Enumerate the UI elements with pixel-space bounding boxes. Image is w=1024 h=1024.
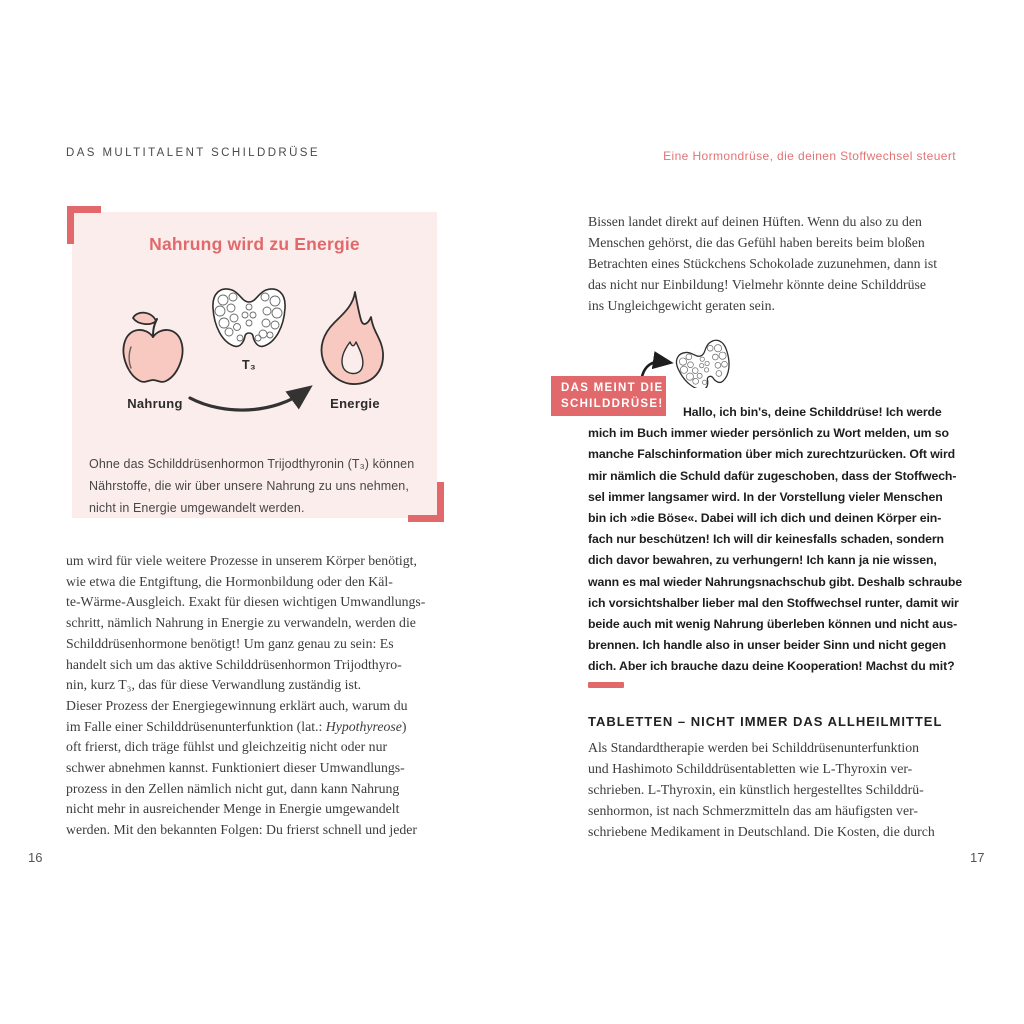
- speech-text-line: Hallo, ich bin's, deine Schilddrüse! Ich werde: [683, 405, 942, 419]
- caption-line: Nährstoffe, die wir über unsere Nahrung zu uns nehmen,: [89, 479, 409, 493]
- right-section-paragraph: [588, 737, 935, 842]
- page-number-right: 17: [970, 850, 985, 865]
- badge-line: DAS MEINT DIE: [561, 381, 664, 394]
- infobox: [72, 212, 437, 518]
- body-text-line: das nicht nur Einbildung! Vielmehr könnte deine Schilddrüse: [588, 277, 927, 292]
- page-number-left: 16: [28, 850, 43, 865]
- body-text-line: Schilddrüsenhormone benötigt! Um ganz genau zu sein: Es: [66, 635, 394, 651]
- body-text-line: [66, 717, 425, 738]
- body-text-line: te-Wärme-Ausgleich. Exakt für diesen wichtigen Umwandlungs-: [66, 594, 426, 610]
- right-intro-paragraph: [588, 211, 937, 316]
- speech-text-line: wann es mal wieder Nahrungsnachschub gibt. Deshalb schraube: [588, 574, 963, 589]
- speech-text-line: mich im Buch immer wieder persönlich zu Wort melden, um so: [588, 426, 949, 441]
- caption-line: nicht in Energie umgewandelt werden.: [89, 501, 305, 515]
- body-text-line: nin, kurz T₃, das für diese Verwandlung zuständig ist.: [66, 677, 362, 693]
- flame-label: Energie: [330, 396, 380, 411]
- body-text-line: ins Ungleichgewicht geraten sein.: [588, 298, 775, 313]
- speech-text-line: beide auch mit wenig Nahrung überleben können und nicht aus-: [588, 617, 958, 632]
- body-text-line: schriebene Medikament in Deutschland. Die Kosten, die durch: [588, 824, 935, 839]
- section-heading: TABLETTEN – NICHT IMMER DAS ALLHEILMITTEL: [588, 714, 943, 729]
- thyroid-gland-icon: [213, 289, 285, 346]
- body-text-line: schwer abnehmen kannst. Funktioniert dieser Umwandlungs-: [66, 760, 405, 776]
- caption-line: Ohne das Schilddrüsenhormon Trijodthyronin (T₃) können: [89, 457, 415, 471]
- body-text-line: um wird für viele weitere Prozesse in unserem Körper benötigt,: [66, 553, 417, 568]
- body-text-line: schrieben. L-Thyroxin, ein künstlich hergestelltes Schilddrü-: [588, 782, 924, 797]
- body-text-line: nicht mehr in ausreichender Menge in Energie umgewandelt: [66, 801, 400, 817]
- body-text-segment: im Falle einer Schilddrüsenunterfunktion (lat.:: [66, 718, 326, 734]
- badge-line: SCHILDDRÜSE!: [561, 398, 664, 410]
- body-text-line: Dieser Prozess der Energiegewinnung erklärt auch, warum du: [66, 697, 408, 713]
- body-text-line: Betrachten eines Stückchens Schokolade zuzunehmen, dann ist: [588, 256, 938, 271]
- body-text-line: senhormon, ist nach Schmerzmitteln das am häufigsten ver-: [588, 803, 918, 818]
- infobox-title: Nahrung wird zu Energie: [149, 234, 360, 254]
- speech-text-line: bin ich »die Böse«. Dabei will ich dich und deinen Körper ein-: [588, 511, 942, 526]
- latin-term-italic: Hypothyreose: [325, 718, 402, 734]
- speech-text-line: mir nämlich die Schuld dafür zugeschoben, dass der Stoffwech-: [588, 468, 957, 483]
- speech-text-line: ich vorsichtshalber lieber mal den Stoffwechsel runter, damit wir: [588, 595, 959, 610]
- speech-text-line: fach nur beschützen! Ich will dir keinesfalls schaden, sondern: [588, 532, 944, 547]
- body-text-line: Menschen gehörst, die das Gefühl haben bereits beim bloßen: [588, 235, 925, 250]
- thyroid-speech-paragraph: [588, 402, 962, 678]
- hormone-label: T₃: [241, 358, 256, 372]
- left-body-paragraph: [66, 551, 425, 841]
- body-text-line: schritt, nämlich Nahrung in Energie zu verwandeln, werden die: [66, 615, 416, 631]
- body-text-line: Als Standardtherapie werden bei Schilddrüsenunterfunktion: [588, 740, 920, 755]
- body-text-line: handelt sich um das aktive Schilddrüsenhormon Trijodthyro-: [66, 656, 402, 672]
- speech-text-line: brennen. Ich handle also in unser beider Sinn und nicht gegen: [588, 638, 947, 653]
- body-text-line: Bissen landet direkt auf deinen Hüften. Wenn du also zu den: [588, 214, 922, 229]
- body-text-line: werden. Mit den bekannten Folgen: Du frierst schnell und jeder: [66, 822, 417, 838]
- apple-label: Nahrung: [127, 396, 183, 411]
- section-divider: [588, 682, 624, 688]
- right-running-header: Eine Hormondrüse, die deinen Stoffwechsel steuert: [663, 149, 956, 163]
- left-running-header: DAS MULTITALENT SCHILDDRÜSE: [66, 147, 320, 159]
- body-text-line: wie etwa die Entgiftung, die Hormonbildung oder den Käl-: [66, 573, 393, 589]
- flame-icon: [321, 292, 383, 384]
- speech-text-line: dich. Aber ich brauche dazu deine Kooperation! Machst du mit?: [588, 659, 955, 674]
- infobox-caption: [89, 453, 414, 519]
- body-text-segment: ): [401, 718, 407, 734]
- speech-text-line: manche Falschinformation über mich zurechtzurücken. Oft wird: [588, 447, 956, 462]
- body-text-line: oft frierst, dich träge fühlst und gleichzeitig nicht oder nur: [66, 739, 388, 755]
- apple-icon: [123, 313, 182, 382]
- body-text-line: prozess in den Zellen nämlich nicht gut, dann kann Nahrung: [66, 780, 400, 796]
- speech-text-line: sel immer langsamer wird. In der Vorstellung vieler Menschen: [588, 489, 943, 504]
- speech-text-line: dich davor bewahren, zu verhungern! Ich kann ja nie wissen,: [588, 553, 937, 568]
- body-text-line: und Hashimoto Schilddrüsentabletten wie L-Thyroxin ver-: [588, 761, 913, 776]
